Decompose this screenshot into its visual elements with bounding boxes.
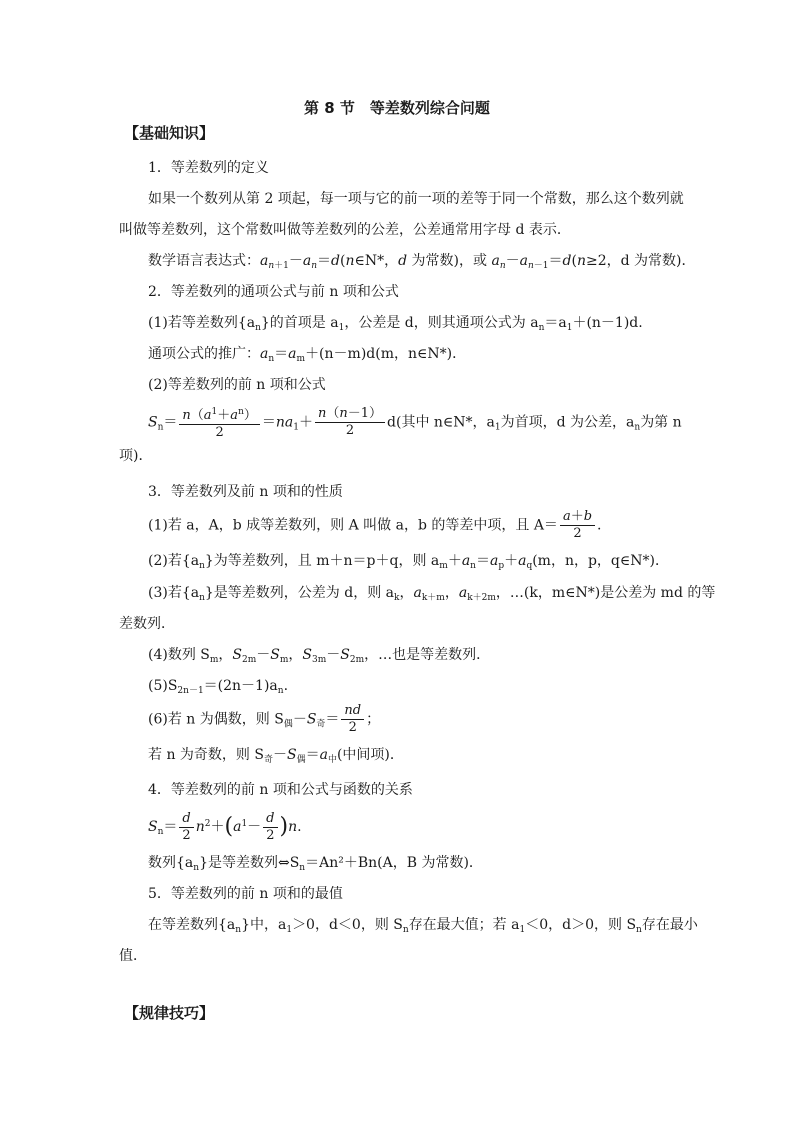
property-3: (3)若$\{a_n\}$是等差数列，公差为 d，则 $a_k$，$a_{k+m}$，$a_{k+2m}$，…(k，m∈N*)是公差为 md 的等 xyxy=(148,585,716,603)
general-term-extension: 通项公式的推广：$a_n=a_m+(n-m)d(m$，n∈N*)． xyxy=(148,346,467,364)
page-title: 第 8 节 等差数列综合问题 xyxy=(304,99,490,117)
extremum-statement-end: 值． xyxy=(119,948,147,964)
section-heading-tips: 【规律技巧】 xyxy=(124,1004,215,1022)
property-6-even: (6)若 n 为偶数，则 $S_偶-S_奇=$ $\frac{nd}{2}$ ； xyxy=(148,703,381,735)
extremum-statement: 在等差数列$\{a_n\}$中，$a_1>0$，d＜0，则 $S_n$存在最大值；若 $a_1<0$，d＞0，则 $S_n$存在最小 xyxy=(148,917,698,935)
property-4: (4)数列 $S_m$，$S_{2m}-S_m$，$S_{3m}-S_{2m}$，…也是等差数列． xyxy=(148,647,491,665)
item-3-heading: 3．等差数列及前 n 项和的性质 xyxy=(148,484,343,500)
item-2-heading: 2．等差数列的通项公式与前 n 项和公式 xyxy=(148,284,399,300)
math-expression-line: 数学语言表达式：$a_{n+1}-a_n=d(n\in N*$，d 为常数)，或 $a_n-a_{n-1}=d(n\ge 2$，d 为常数)． xyxy=(148,253,696,271)
property-3-end: 差数列． xyxy=(119,616,175,632)
property-6-odd: 若 n 为奇数，则 $S_奇-S_偶=a_中$(中间项)． xyxy=(148,747,404,765)
item-1-heading: 1．等差数列的定义 xyxy=(148,160,269,176)
general-term-formula: (1)若等差数列$\{a_n\}$的首项是 $a_1$，公差是 d，则其通项公式为 $a_n=a_1+(n-1)d$. xyxy=(148,315,643,333)
sum-formula-heading: (2)等差数列的前 n 项和公式 xyxy=(148,377,326,393)
sum-formula-end: 项)． xyxy=(119,448,153,464)
item-5-heading: 5．等差数列的前 n 项和的最值 xyxy=(148,886,343,902)
property-1: (1)若 a，A，b 成等差数列，则 A 叫做 a，b 的等差中项，且 A＝ $\frac{a+b}{2}$ . xyxy=(148,509,602,541)
sum-formula: $S_n=$ $\frac{n(a^1+a^n)}{2}$ $=na_1+$ $\frac{n(n-1)}{2}$ d(其中 n∈N*，$a_1$为首项，d 为公差，$a_n$为第 n xyxy=(148,406,682,440)
property-5: $(5)S_{2n-1}=(2n-1)a_n$. xyxy=(148,678,289,696)
item-4-heading: 4．等差数列的前 n 项和公式与函数的关系 xyxy=(148,782,413,798)
function-relation-statement: 数列$\{a_n\}$是等差数列$\Leftrightarrow S_n=An^2+Bn(A$，B 为常数)． xyxy=(148,855,483,873)
property-2: (2)若$\{a_n\}$为等差数列，且 m＋n＝p＋q，则 $a_m+a_n=a_p+a_q(m$，n，p，q∈N*)． xyxy=(148,553,669,571)
paragraph-definition-line2: 叫做等差数列，这个常数叫做等差数列的公差，公差通常用字母 d 表示． xyxy=(119,222,571,238)
function-relation-formula: $S_n=$ $\frac{d}{2}$ $n^2+(a^1-$ $\frac{d}{2}$ )n. xyxy=(148,810,302,843)
paragraph-definition-line1: 如果一个数列从第 2 项起，每一项与它的前一项的差等于同一个常数，那么这个数列就 xyxy=(148,191,684,207)
section-heading-basic: 【基础知识】 xyxy=(124,124,215,142)
